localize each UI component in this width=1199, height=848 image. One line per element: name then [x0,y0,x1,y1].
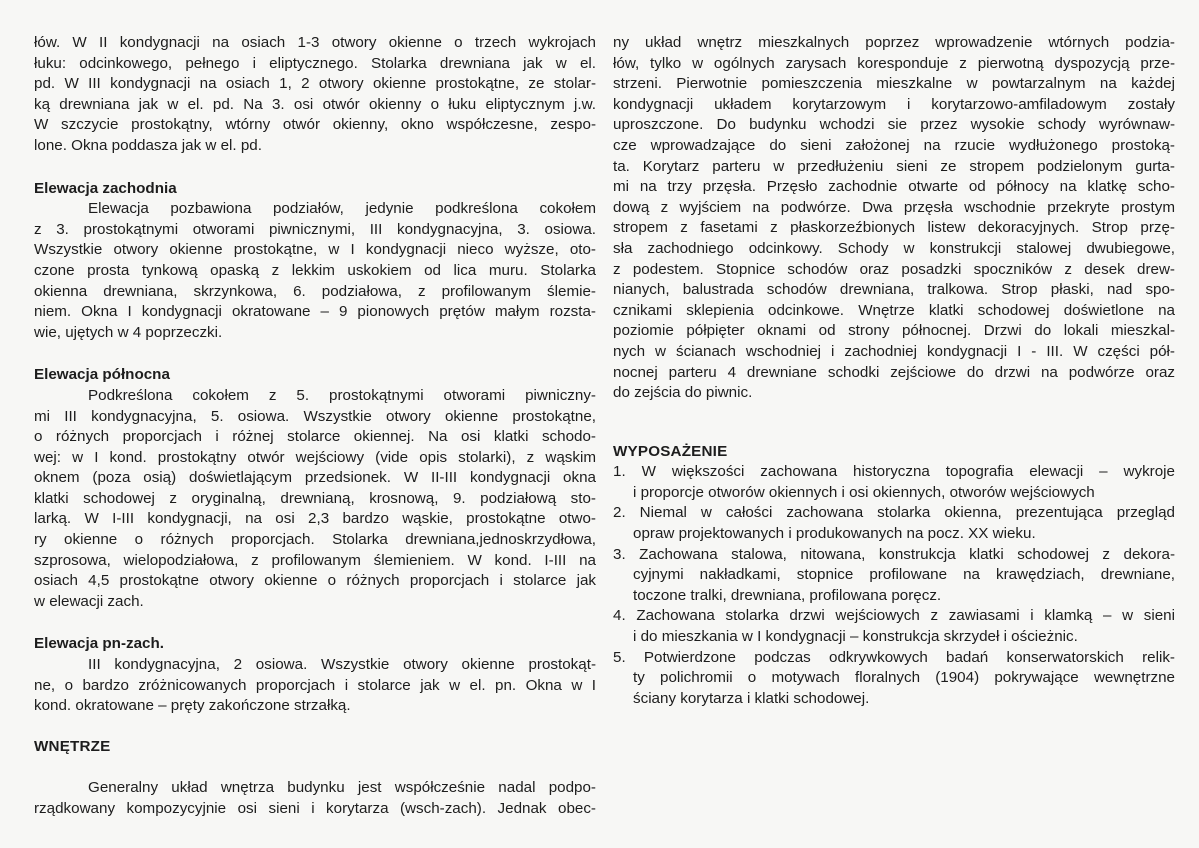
text-line: ne, o bardzo zróżnicowanych proporcjach i stolarce jak w el. pn. Okna w I [34,676,596,694]
text-line: toczone tralki, drewniana, profilowana poręcz. [633,586,942,604]
text-line: cznikami sklepienia odcinkowe. Wnętrze klatki schodowej doświetlone na [613,301,1175,319]
text-line: czone prosta tynkową opaską z lekkim uskokiem od lica muru. Stolarka [34,261,596,279]
text-line: klatki schodowej z oryginalną, drewnianą, krosnową, 9. podziałową sto- [34,489,596,507]
text-line: nianych, balustrada schodów drewniana, tralkowa. Strop płaski, nad spo- [613,281,1175,299]
text-line: 4. Zachowana stolarka drzwi wejściowych z zawiasami i klamką – w sieni [613,607,1175,625]
text-line: Generalny układ wnętrza budynku jest współcześnie nadal podpo- [88,779,596,797]
text-line: Elewacja pozbawiona podziałów, jedynie podkreślona cokołem [88,200,596,218]
intro-paragraph [34,33,596,157]
section-heading-north: Elewacja północna [34,366,170,384]
text-line: i proporcje otworów okiennych i osi okiennych, otworów wejściowych [633,483,1095,501]
section-heading-equipment: WYPOSAŻENIE [613,442,728,460]
text-line: ściany korytarza i klatki schodowej. [633,689,870,707]
text-line: ny układ wnętrz mieszkalnych poprzez wprowadzenie wtórnych podzia- [613,34,1175,51]
text-line: rządkowany kompozycyjnie osi sieni i korytarza (wsch-zach). Jednak obec- [34,800,596,817]
text-line: sła zachodniego odcinkowy. Schody w konstrukcji stalowej dwubiegowe, [613,239,1175,257]
text-line: cyjnymi nakładkami, stopnice profilowane na krawędziach, drewniane, [633,566,1175,584]
interior-continued-paragraph [613,33,1175,404]
north-paragraph [34,386,596,613]
text-line: szprosowa, wielopodziałowa, z profilowanym ślemieniem. W kond. I-III na [34,551,596,569]
text-line: W szczycie prostokątny, wtórny otwór okienny, okno współczesne, zespo- [34,116,596,134]
text-line: dową z wyjściem na podwórze. Dwa przęsła wschodnie przekryte prostym [613,198,1175,216]
text-line: 3. Zachowana stalowa, nitowana, konstrukcja klatki schodowej z dekora- [613,545,1175,563]
text-line: łów, tylko w ogólnych zarysach koresponduje z pierwotną dyspozycją prze- [613,54,1175,72]
text-line: ry okienne o różnych proporcjach. Stolarka drewniana,jednoskrzydłowa, [34,531,596,549]
text-line: łów. W II kondygnacji na osiach 1-3 otwory okienne o trzech wykrojach [34,34,596,51]
text-line: nych w ścianach wschodniej i zachodniej kondygnacji I - III. W części pół- [613,342,1175,360]
text-line: osiach 4,5 prostokątne otwory okienne o różnych proporcjach i stolarce jak [34,572,596,590]
text-line: ta. Korytarz parteru w przedłużeniu sieni ze stropem podzielonym gurta- [613,157,1175,175]
northwest-paragraph [34,655,596,717]
text-line: o różnych proporcjach i różnej stolarce okiennej. Na osi klatki schodo- [34,428,596,446]
text-line: z 3. prostokątnymi otworami piwnicznymi, III kondygnacyjna, 3. osiowa. [34,220,596,238]
text-line: III kondygnacyjna, 2 osiowa. Wszystkie otwory okienne prostokąt- [88,656,596,674]
list-item [613,462,1175,503]
text-line: wej: w I kond. prostokątny otwór wejściowy (vide opis stolarki), z wąskim [34,448,596,466]
text-line: 5. Potwierdzone podczas odkrywkowych badań konserwatorskich relik- [613,648,1175,666]
text-line: kond. okratowane – pręty zakończone strzałką. [34,697,351,715]
text-line: oknem (poza osią) doświetlającym przedsionek. W II-III kondygnacji okna [34,469,596,487]
text-line: mi na trzy przęsła. Przęsło zachodnie otwarte od północy na klatkę scho- [613,178,1175,196]
text-line: stropem z fasetami z płaskorzeźbionych listew dekoracyjnych. Strop przę- [613,219,1175,237]
text-line: niem. Okna I kondygnacji okratowane – 9 pionowych prętów małym rozsta- [34,303,596,321]
text-line: okienna drewniana, skrzynkowa, 6. podziałowa, z profilowanym ślemie- [34,282,596,300]
text-line: z podestem. Stopnice schodów oraz posadzki spoczników z desek drew- [613,260,1175,278]
section-heading-northwest: Elewacja pn-zach. [34,635,164,653]
text-line: poziomie półpięter oknami od strony północnej. Drzwi do lokali mieszkal- [613,322,1175,340]
text-line: strzeni. Pierwotnie pomieszczenia mieszkalne w powtarzalnym na każdej [613,75,1175,93]
text-line: 1. W większości zachowana historyczna topografia elewacji – wykroje [613,463,1175,481]
text-line: nocnej parteru 4 drewniane schodki zejściowe do drzwi na podwórze oraz [613,363,1175,381]
section-heading-west: Elewacja zachodnia [34,179,177,197]
text-line: Wszystkie otwory okienne prostokątne, w I kondygnacji nieco wyższe, oto- [34,241,596,259]
list-item [613,648,1175,710]
text-line: pd. W III kondygnacji na osiach 1, 2 otwory okienne prostokątne, ze stolar- [34,75,596,93]
text-line: lone. Okna poddasza jak w el. pd. [34,136,262,154]
list-item [613,545,1175,607]
text-line: uproszczone. Do budynku wchodzi sie przez wysokie schody wyrównaw- [613,116,1175,134]
text-line: i do mieszkania w I kondygnacji – konstrukcja skrzydeł i ościeżnic. [633,628,1078,646]
text-line: Podkreślona cokołem z 5. prostokątnymi otworami piwniczny- [88,386,596,404]
text-line: 2. Niemal w całości zachowana stolarka okienna, prezentująca przegląd [613,504,1175,522]
list-item [613,503,1175,544]
list-item [613,606,1175,647]
text-line: wie, ujętych w 4 poprzeczki. [34,323,223,341]
section-heading-interior: WNĘTRZE [34,737,111,755]
west-paragraph [34,199,596,343]
equipment-list [613,462,1175,709]
interior-paragraph [34,778,596,819]
right-column [613,33,1175,709]
text-line: mi III kondygnacyjna, 5. osiowa. Wszystkie otwory okienne prostokątne, [34,407,596,425]
text-line: opraw projektowanych i produkowanych na pocz. XX wieku. [633,525,1036,543]
text-line: ką drewniana jak w el. pd. Na 3. osi otwór okienny o łuku eliptycznym j.w. [34,95,596,113]
left-column [34,33,596,820]
text-line: ty polichromii o motywach floralnych (1904) pokrywające wewnętrzne [633,669,1175,687]
text-line: kondygnacji układem korytarzowym i korytarzowo-amfiladowym zostały [613,95,1175,113]
text-line: larką. W I-III kondygnacji, na osi 2,3 bardzo wąskie, prostokątne otwo- [34,510,596,528]
text-line: w elewacji zach. [34,592,144,610]
text-line: cze wprowadzające do sieni założonej na rzucie wydłużonego prostoką- [613,136,1175,154]
text-line: do zejścia do piwnic. [613,384,753,402]
text-line: łuku: odcinkowego, pełnego i eliptycznego. Stolarka drewniana jak w el. [34,54,596,72]
